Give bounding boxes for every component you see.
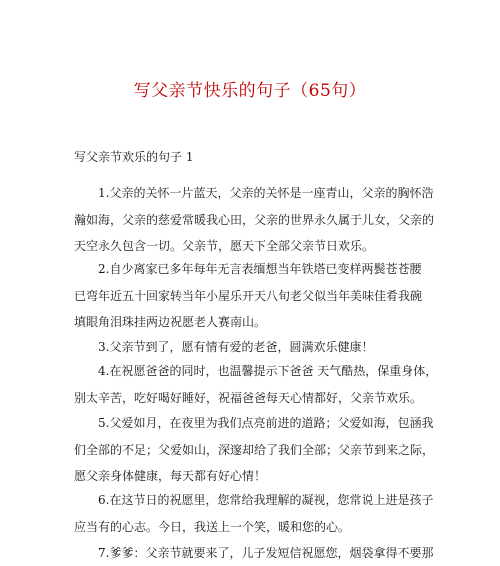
paragraph-line: 别太辛苦，吃好喝好睡好，祝福爸爸每天心情都好，父亲节欢乐。 [74, 390, 423, 405]
page-title: 写父亲节快乐的句子（65句） [133, 81, 367, 101]
paragraph-line: 已弯年近五十回家转当年小屋乐开天八旬老父似当年美味佳肴我碗 [74, 288, 423, 303]
section-heading: 写父亲节欢乐的句子 1 [74, 150, 194, 164]
paragraph-line: 瀚如海，父亲的慈爱常暖我心田，父亲的世界永久属于儿女，父亲的 [74, 212, 435, 227]
paragraph-line: 5.父爱如月，在夜里为我们点亮前进的道路；父爱如海，包涵我 [98, 416, 434, 430]
paragraph-line: 们全部的不足；父爱如山，深邃却给了我们全部；父亲节到来之际， [74, 442, 435, 457]
paragraph-line: 应当有的心志。今日，我送上一个笑，暖和您的心。 [74, 519, 351, 534]
paragraph-6 [74, 487, 434, 540]
paragraph-line: 2.自少离家已多年每年无言表缅想当年铁塔已变样两鬓苍苍腰 [98, 262, 422, 276]
paragraph-line: 6.在这节日的祝愿里，您常给我理解的凝视，您常说上进是孩子 [98, 493, 434, 507]
paragraph-5 [74, 410, 434, 490]
paragraph-2 [74, 256, 434, 336]
paragraph-line: 1.父亲的关怀一片蓝天，父亲的关怀是一座青山，父亲的胸怀浩 [98, 186, 434, 200]
paragraph-4 [74, 358, 438, 411]
paragraph-line: 填眼角泪珠挂两边祝愿老人赛南山。 [74, 315, 267, 329]
paragraph-line: 7.爹爹：父亲节就要来了，儿子发短信祝愿您，烟袋拿得不要那 [98, 546, 434, 560]
paragraph-line: 3.父亲节到了，愿有情有爱的老爸，圆满欢乐健康！ [98, 340, 374, 354]
paragraph-1 [74, 180, 434, 260]
paragraph-line: 愿父亲身体健康，每天都有好心情！ [74, 469, 267, 483]
paragraph-line: 4.在祝愿爸爸的同时，也温馨提示下爸爸 天气酷热，保重身体， [98, 364, 438, 378]
paragraph-3 [74, 334, 434, 361]
paragraph-7 [74, 540, 434, 566]
paragraph-line: 天空永久包含一切。父亲节，愿天下全部父亲节日欢乐。 [74, 239, 375, 253]
